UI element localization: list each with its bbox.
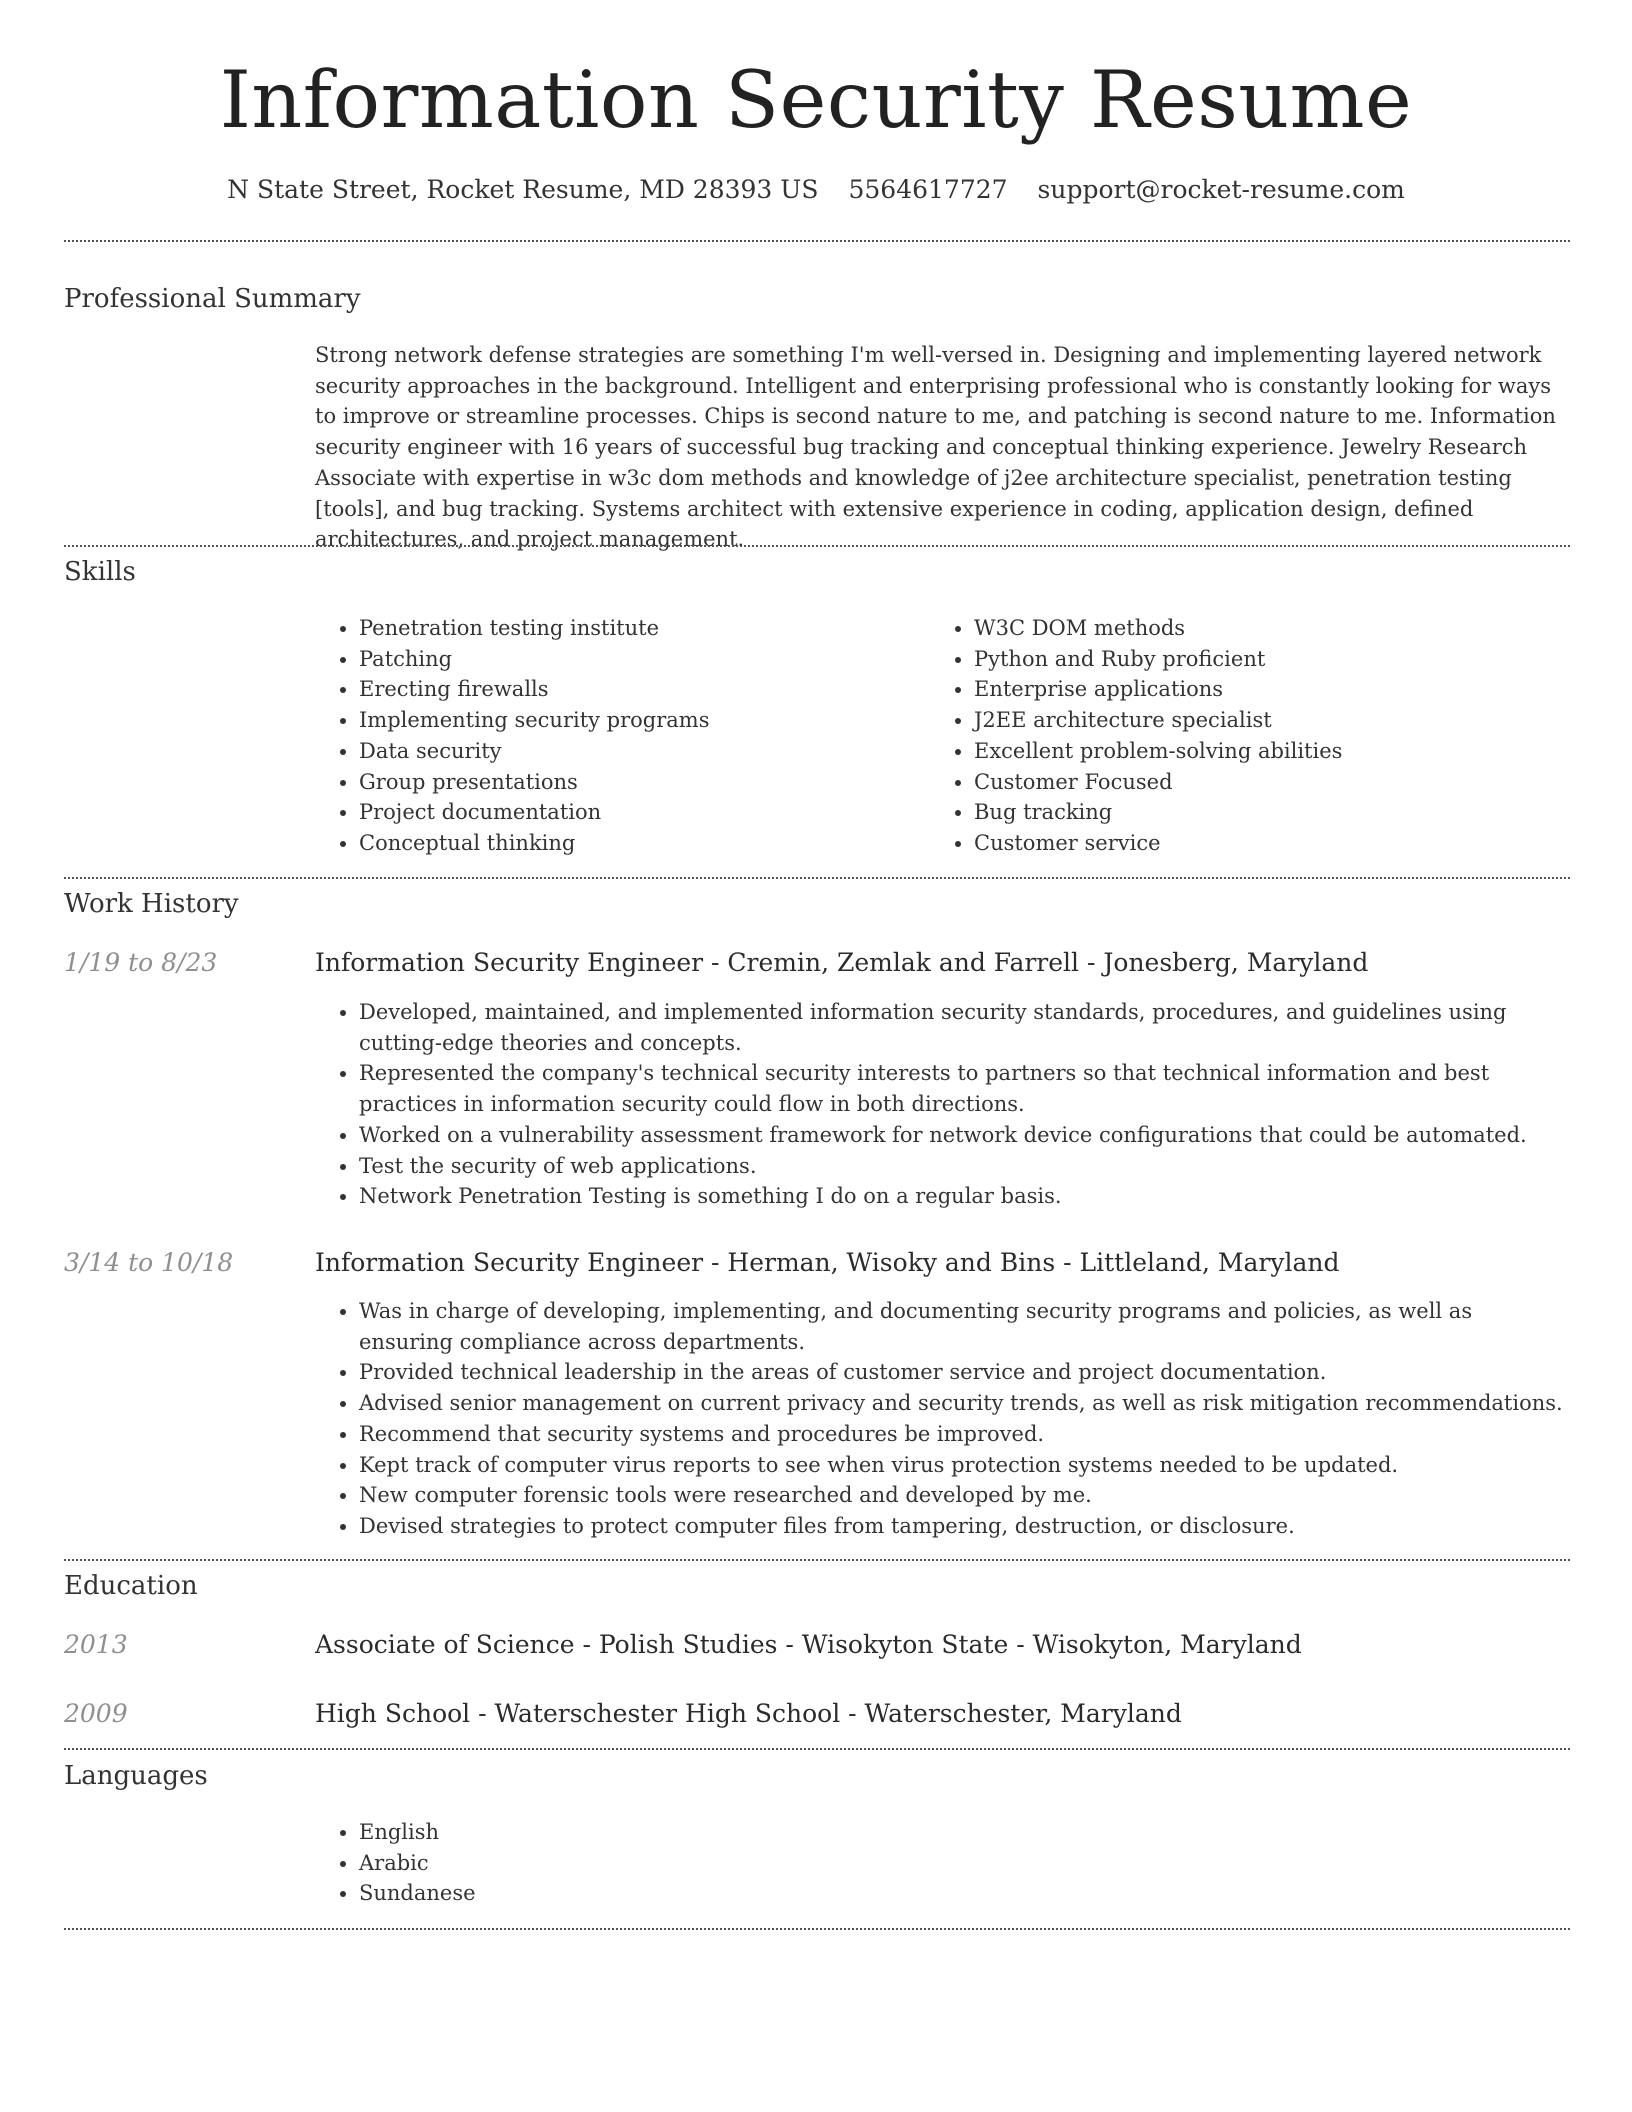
job-title: Information Security Engineer - Herman, Wisoky and Bins - Littleland, Maryland: [315, 1248, 1340, 1277]
job-bullet: • Advised senior management on current privacy and security trends, as well as risk mitigation recommendations.: [359, 1388, 1571, 1419]
languages-list: [315, 1817, 915, 1909]
skill-item: • Patching: [359, 644, 875, 675]
contact-line: [0, 170, 1632, 210]
job-bullet: • Devised strategies to protect computer files from tampering, destruction, or disclosure.: [359, 1511, 1571, 1542]
job-dates: 3/14 to 10/18: [64, 1248, 234, 1277]
skill-item: • Excellent problem-solving abilities: [974, 736, 1550, 767]
divider: [64, 877, 1570, 879]
education-year: 2009: [64, 1699, 128, 1728]
language-item: • English: [359, 1817, 915, 1848]
work-heading: Work History: [64, 889, 239, 919]
divider: [64, 1559, 1570, 1561]
job-bullet: • Provided technical leadership in the areas of customer service and project documentation.: [359, 1357, 1571, 1388]
education-year: 2013: [64, 1630, 128, 1659]
job-bullet: • Recommend that security systems and procedures be improved.: [359, 1419, 1571, 1450]
job-bullet: • Network Penetration Testing is something I do on a regular basis.: [359, 1181, 1571, 1212]
divider: [64, 1928, 1570, 1930]
education-entry: Associate of Science - Polish Studies - Wisokyton State - Wisokyton, Maryland: [315, 1630, 1302, 1659]
skill-item: • Python and Ruby proficient: [974, 644, 1550, 675]
job-bullets: [315, 997, 1571, 1212]
skill-item: • W3C DOM methods: [974, 613, 1550, 644]
skill-item: • Enterprise applications: [974, 674, 1550, 705]
languages-heading: Languages: [64, 1761, 208, 1791]
contact-email: support@rocket-resume.com: [1037, 175, 1405, 204]
skill-item: • Erecting firewalls: [359, 674, 875, 705]
job-bullet: • Was in charge of developing, implementing, and documenting security programs and policies, as well as ensuring compliance across departments.: [359, 1296, 1571, 1357]
job-bullet: • Worked on a vulnerability assessment framework for network device configurations that could be automated.: [359, 1120, 1571, 1151]
language-item: • Sundanese: [359, 1878, 915, 1909]
divider: [64, 545, 1570, 547]
divider: [64, 1748, 1570, 1750]
skills-right-column: [930, 613, 1550, 859]
contact-address: N State Street, Rocket Resume, MD 28393 US: [227, 175, 819, 204]
skill-item: • Data security: [359, 736, 875, 767]
job-dates: 1/19 to 8/23: [64, 948, 218, 977]
skill-item: • Customer service: [974, 828, 1550, 859]
skill-item: • Group presentations: [359, 767, 875, 798]
skill-item: • Project documentation: [359, 797, 875, 828]
contact-phone: 5564617727: [848, 175, 1008, 204]
job-bullet: • New computer forensic tools were researched and developed by me.: [359, 1480, 1571, 1511]
job-bullet: • Test the security of web applications.: [359, 1151, 1571, 1182]
language-item: • Arabic: [359, 1848, 915, 1879]
skills-heading: Skills: [64, 557, 136, 587]
skill-item: • J2EE architecture specialist: [974, 705, 1550, 736]
skill-item: • Implementing security programs: [359, 705, 875, 736]
job-bullet: • Developed, maintained, and implemented information security standards, procedures, and guidelines using cutting-edge theories and concepts.: [359, 997, 1571, 1058]
skill-item: • Bug tracking: [974, 797, 1550, 828]
job-title: Information Security Engineer - Cremin, Zemlak and Farrell - Jonesberg, Maryland: [315, 948, 1369, 977]
skill-item: • Customer Focused: [974, 767, 1550, 798]
skills-left-column: [315, 613, 875, 859]
job-bullet: • Represented the company's technical security interests to partners so that technical information and best practices in information security could flow in both directions.: [359, 1058, 1571, 1119]
skill-item: • Conceptual thinking: [359, 828, 875, 859]
education-entry: High School - Waterschester High School - Waterschester, Maryland: [315, 1699, 1182, 1728]
summary-text: Strong network defense strategies are something I'm well-versed in. Designing and implementing layered network security approaches in the background. Intelligent and enterprising professional who is constantly looking for ways to improve or streamline processes. Chips is second nature to me, and patching is second nature to me. Information security engineer with 16 years of successful bug tracking and conceptual thinking experience. Jewelry Research Associate with expertise in w3c dom methods and knowledge of j2ee architecture specialist, penetration testing [tools], and bug tracking. Systems architect with extensive experience in coding, application design, defined architectures, and project management.: [315, 343, 1556, 552]
job-bullet: • Kept track of computer virus reports to see when virus protection systems needed to be updated.: [359, 1450, 1571, 1481]
job-bullets: [315, 1296, 1571, 1542]
education-heading: Education: [64, 1571, 198, 1601]
skill-item: • Penetration testing institute: [359, 613, 875, 644]
divider: [64, 240, 1570, 242]
page-title: Information Security Resume: [219, 54, 1413, 146]
summary-heading: Professional Summary: [64, 284, 361, 314]
